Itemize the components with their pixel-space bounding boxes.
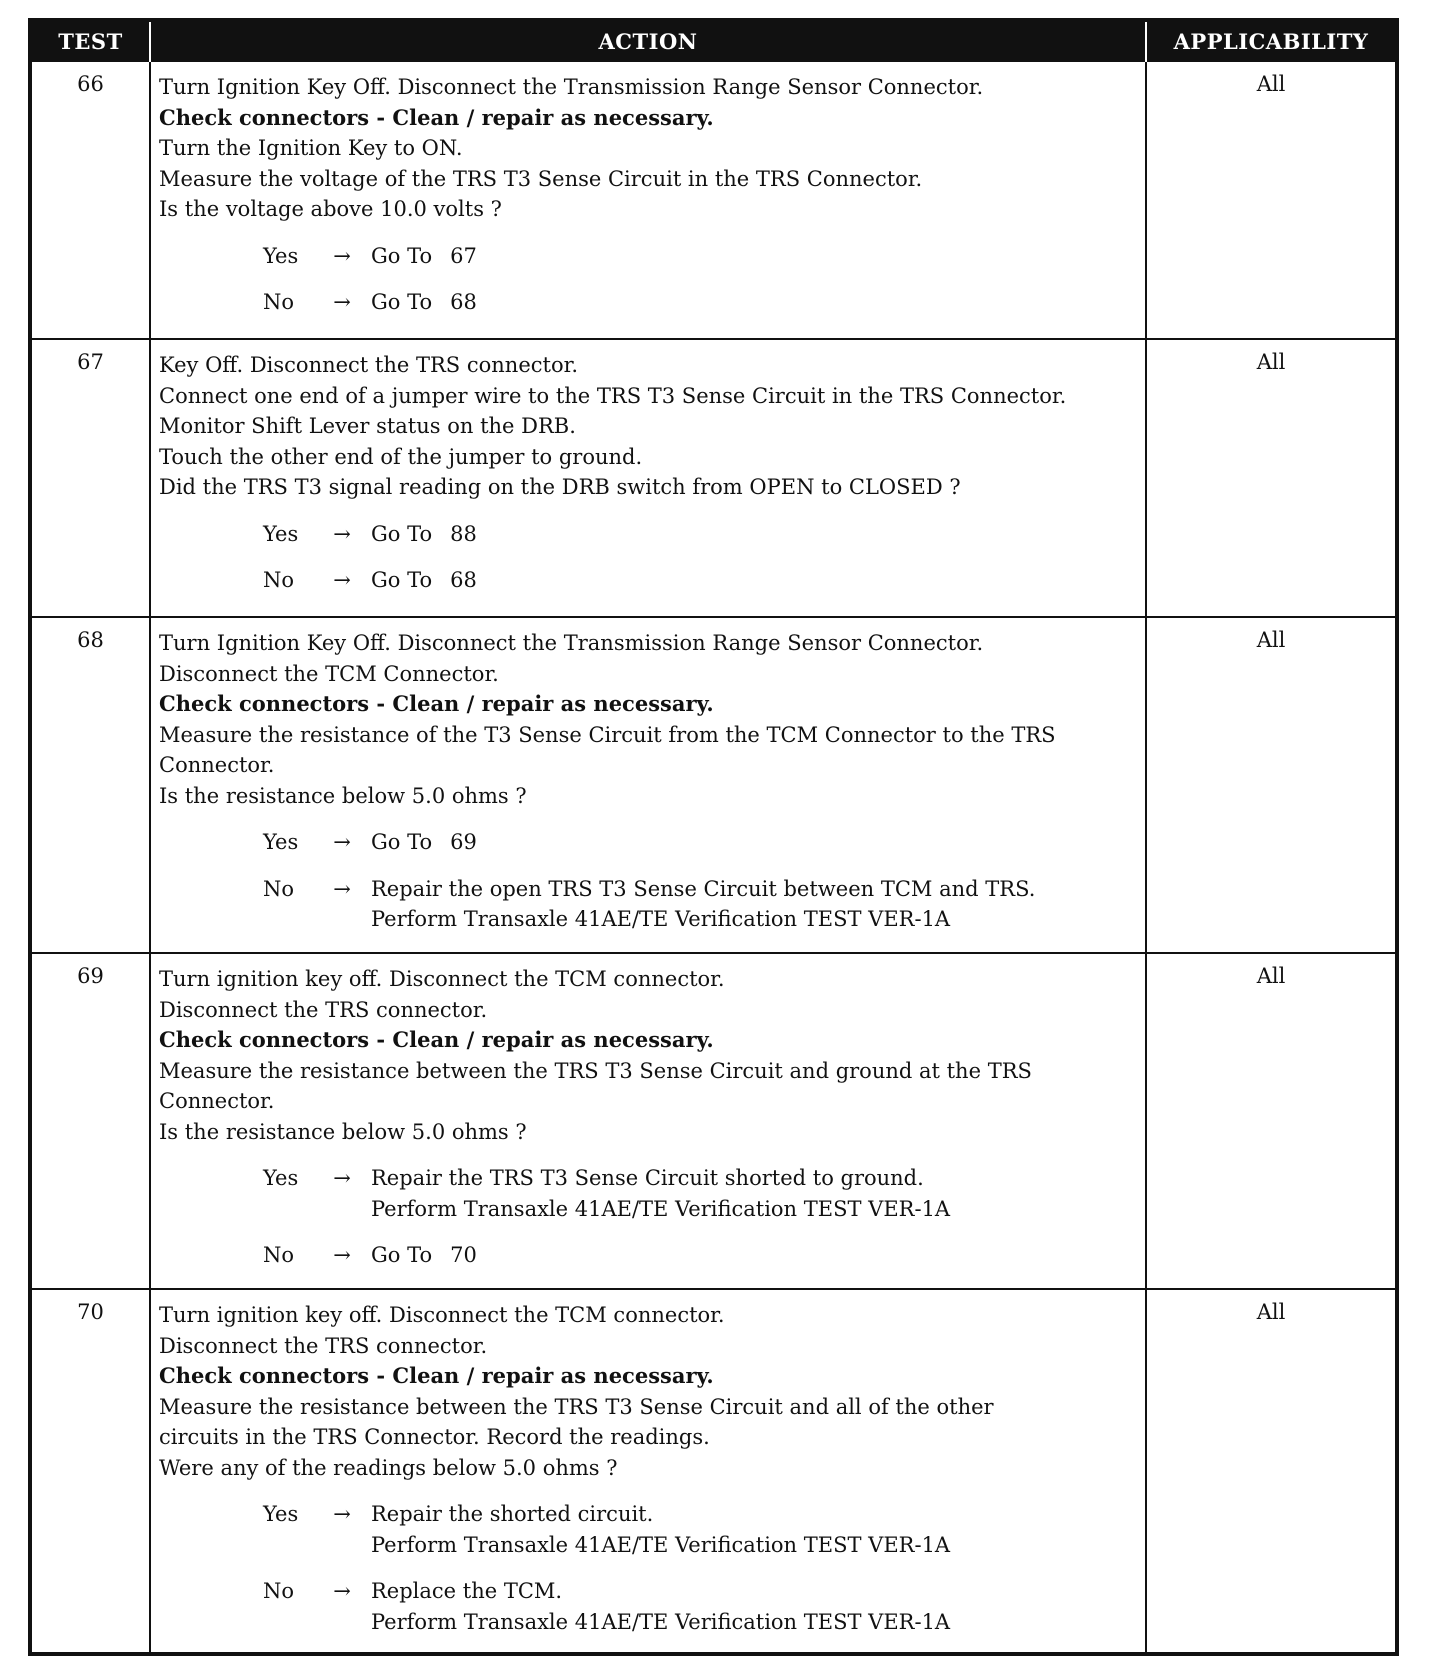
answer-yes bbox=[263, 1499, 1145, 1560]
instruction-line: Monitor Shift Lever status on the DRB. bbox=[159, 414, 576, 438]
action-cell bbox=[150, 617, 1146, 953]
instruction-line: Touch the other end of the jumper to ground. bbox=[159, 444, 643, 469]
instruction-line: Measure the voltage of the TRS T3 Sense Circuit in the TRS Connector. bbox=[159, 166, 923, 191]
arrow-icon: → bbox=[333, 1166, 351, 1190]
answer-result bbox=[371, 1576, 950, 1637]
test-number: 67 bbox=[30, 339, 150, 617]
answer-no bbox=[263, 1576, 1145, 1637]
answer-result bbox=[371, 1499, 950, 1560]
result-followup: Perform Transaxle 41AE/TE Verification TEST VER-1A bbox=[371, 1532, 951, 1557]
action-cell bbox=[150, 1289, 1146, 1654]
answer-label: No bbox=[263, 1243, 295, 1267]
arrow-icon: → bbox=[333, 1502, 351, 1526]
answer-label: No bbox=[263, 290, 295, 314]
instruction-line: Is the resistance below 5.0 ohms ? bbox=[159, 1119, 527, 1144]
answer-yes bbox=[263, 241, 1145, 272]
answer-result bbox=[371, 1163, 950, 1224]
instruction-line: Is the resistance below 5.0 ohms ? bbox=[159, 783, 527, 808]
result-followup: Perform Transaxle 41AE/TE Verification TEST VER-1A bbox=[371, 1196, 951, 1221]
goto-target: 67 bbox=[450, 243, 477, 268]
diagnostic-test-table bbox=[28, 18, 1399, 1656]
header-applicability: APPLICABILITY bbox=[1146, 20, 1397, 61]
applicability-cell: All bbox=[1146, 339, 1397, 617]
test-number: 70 bbox=[30, 1289, 150, 1654]
answer-yes bbox=[263, 827, 1145, 858]
instruction-line: Turn Ignition Key Off. Disconnect the Transmission Range Sensor Connector. bbox=[159, 75, 984, 99]
goto-instruction bbox=[371, 565, 477, 596]
answer-label: Yes bbox=[263, 243, 299, 268]
result-text: Repair the shorted circuit. bbox=[371, 1502, 654, 1526]
result-followup: Perform Transaxle 41AE/TE Verification TEST VER-1A bbox=[371, 907, 951, 931]
answer-list bbox=[159, 827, 1145, 935]
instruction-emphasis: Check connectors - Clean / repair as necessary. bbox=[159, 104, 714, 130]
answer-label: No bbox=[263, 876, 295, 901]
goto-instruction bbox=[371, 827, 477, 858]
arrow-icon: → bbox=[333, 521, 351, 546]
goto-label: Go To bbox=[371, 830, 433, 854]
instruction-line: Turn ignition key off. Disconnect the TCM connector. bbox=[159, 1303, 725, 1327]
goto-target: 70 bbox=[450, 1243, 477, 1267]
test-number: 69 bbox=[30, 953, 150, 1289]
goto-label: Go To bbox=[371, 290, 433, 314]
arrow-icon: → bbox=[333, 1243, 351, 1267]
instruction-line: Turn Ignition Key Off. Disconnect the Transmission Range Sensor Connector. bbox=[159, 631, 984, 655]
arrow-icon: → bbox=[333, 1579, 351, 1603]
instruction-emphasis: Check connectors - Clean / repair as necessary. bbox=[159, 1363, 714, 1388]
instruction-line: Measure the resistance between the TRS T3 Sense Circuit and all of the other bbox=[159, 1394, 994, 1419]
answer-yes bbox=[263, 519, 1145, 550]
test-number: 66 bbox=[30, 61, 150, 339]
table-row bbox=[30, 1289, 1397, 1654]
goto-label: Go To bbox=[371, 521, 433, 546]
diagnostic-test-sheet bbox=[28, 18, 1395, 1656]
instruction-line: Measure the resistance of the T3 Sense Circuit from the TCM Connector to the TRS bbox=[159, 722, 1056, 747]
result-text: Replace the TCM. bbox=[371, 1579, 563, 1603]
header-action: ACTION bbox=[150, 20, 1146, 61]
goto-target: 88 bbox=[450, 521, 477, 546]
instruction-emphasis: Check connectors - Clean / repair as necessary. bbox=[159, 1027, 714, 1052]
answer-result bbox=[371, 1240, 477, 1271]
arrow-icon: → bbox=[333, 568, 351, 592]
instruction-line: Disconnect the TRS connector. bbox=[159, 1333, 488, 1358]
arrow-icon: → bbox=[333, 830, 351, 854]
instruction-line: Were any of the readings below 5.0 ohms ? bbox=[159, 1455, 618, 1480]
applicability-cell: All bbox=[1146, 953, 1397, 1289]
goto-instruction bbox=[371, 1240, 477, 1271]
answer-label: Yes bbox=[263, 1502, 299, 1526]
answer-label: No bbox=[263, 568, 295, 592]
instruction-line: Did the TRS T3 signal reading on the DRB switch from OPEN to CLOSED ? bbox=[159, 475, 961, 499]
answer-result bbox=[371, 519, 477, 550]
applicability-cell: All bbox=[1146, 61, 1397, 339]
answer-result bbox=[371, 241, 477, 272]
table-row bbox=[30, 339, 1397, 617]
action-cell bbox=[150, 339, 1146, 617]
instruction-line: circuits in the TRS Connector. Record the readings. bbox=[159, 1425, 710, 1449]
goto-instruction bbox=[371, 287, 477, 318]
answer-list bbox=[159, 241, 1145, 318]
answer-label: No bbox=[263, 1579, 295, 1603]
goto-label: Go To bbox=[371, 568, 433, 592]
header-test: TEST bbox=[30, 20, 150, 61]
answer-no bbox=[263, 1240, 1145, 1271]
test-number: 68 bbox=[30, 617, 150, 953]
instruction-line: Disconnect the TRS connector. bbox=[159, 997, 488, 1022]
answer-label: Yes bbox=[263, 1166, 299, 1190]
answer-list bbox=[159, 1163, 1145, 1271]
instruction-line: Connector. bbox=[159, 1089, 275, 1113]
action-cell bbox=[150, 953, 1146, 1289]
answer-result bbox=[371, 874, 1035, 935]
goto-target: 68 bbox=[450, 290, 477, 314]
table-row bbox=[30, 617, 1397, 953]
goto-instruction bbox=[371, 519, 477, 550]
result-text: Repair the TRS T3 Sense Circuit shorted to ground. bbox=[371, 1166, 924, 1190]
applicability-cell: All bbox=[1146, 1289, 1397, 1654]
instruction-line: Key Off. Disconnect the TRS connector. bbox=[159, 353, 578, 377]
instruction-line: Connector. bbox=[159, 753, 275, 777]
answer-no bbox=[263, 565, 1145, 596]
result-followup: Perform Transaxle 41AE/TE Verification TEST VER-1A bbox=[371, 1609, 951, 1634]
goto-target: 68 bbox=[450, 568, 477, 592]
instruction-line: Is the voltage above 10.0 volts ? bbox=[159, 197, 502, 221]
applicability-cell: All bbox=[1146, 617, 1397, 953]
action-cell bbox=[150, 61, 1146, 339]
instruction-line: Disconnect the TCM Connector. bbox=[159, 661, 499, 686]
goto-target: 69 bbox=[450, 830, 477, 854]
answer-result bbox=[371, 287, 477, 318]
arrow-icon: → bbox=[333, 290, 351, 314]
answer-list bbox=[159, 1499, 1145, 1637]
table-header bbox=[30, 20, 1397, 61]
arrow-icon: → bbox=[333, 243, 351, 268]
answer-label: Yes bbox=[263, 521, 299, 546]
instruction-emphasis: Check connectors - Clean / repair as necessary. bbox=[159, 691, 714, 716]
answer-label: Yes bbox=[263, 830, 299, 854]
result-text: Repair the open TRS T3 Sense Circuit between TCM and TRS. bbox=[371, 876, 1036, 901]
answer-no bbox=[263, 287, 1145, 318]
goto-label: Go To bbox=[371, 243, 433, 268]
answer-result bbox=[371, 565, 477, 596]
table-row bbox=[30, 61, 1397, 339]
answer-no bbox=[263, 874, 1145, 935]
goto-instruction bbox=[371, 241, 477, 272]
instruction-line: Measure the resistance between the TRS T3 Sense Circuit and ground at the TRS bbox=[159, 1058, 1032, 1083]
answer-list bbox=[159, 519, 1145, 596]
instruction-line: Connect one end of a jumper wire to the TRS T3 Sense Circuit in the TRS Connector. bbox=[159, 383, 1067, 408]
table-row bbox=[30, 953, 1397, 1289]
goto-label: Go To bbox=[371, 1243, 433, 1267]
table-body bbox=[30, 61, 1397, 1654]
instruction-line: Turn ignition key off. Disconnect the TCM connector. bbox=[159, 967, 725, 991]
answer-yes bbox=[263, 1163, 1145, 1224]
arrow-icon: → bbox=[333, 876, 351, 901]
instruction-line: Turn the Ignition Key to ON. bbox=[159, 136, 463, 160]
answer-result bbox=[371, 827, 477, 858]
